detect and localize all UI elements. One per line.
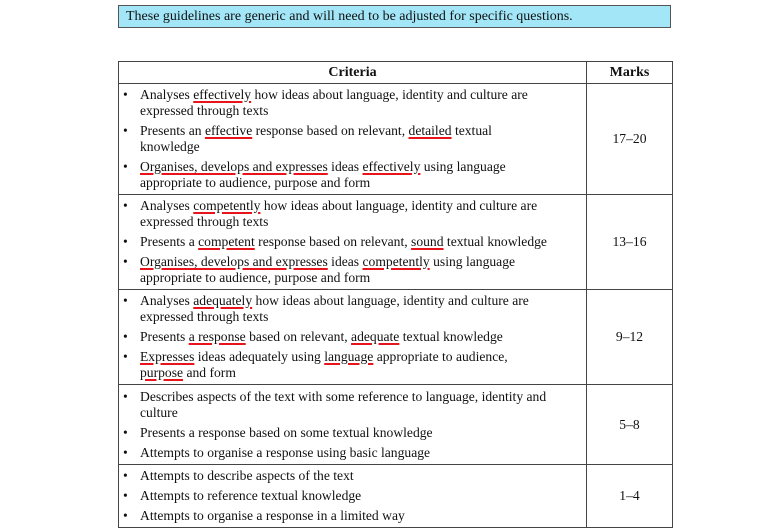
- criteria-line: [140, 270, 586, 286]
- text-segment: based on relevant,: [245, 329, 352, 344]
- criteria-item: [119, 234, 586, 250]
- marks-header: Marks: [587, 62, 673, 84]
- criteria-list: [119, 196, 586, 288]
- criteria-list: [119, 466, 586, 526]
- underlined-text: adequate: [351, 329, 400, 344]
- marks-range: 13–16: [587, 195, 673, 290]
- criteria-item: [119, 123, 586, 155]
- underlined-text: competent: [198, 234, 255, 249]
- criteria-item: [119, 468, 586, 484]
- criteria-item: [119, 445, 586, 461]
- criteria-item: [119, 488, 586, 504]
- criteria-line: [140, 139, 586, 155]
- text-segment: expressed through texts: [140, 103, 269, 118]
- criteria-list: [119, 387, 586, 463]
- text-segment: Attempts to organise a response in a limited way: [140, 508, 405, 523]
- underlined-text: effectively: [362, 159, 421, 174]
- text-segment: response based on relevant,: [254, 234, 412, 249]
- criteria-item: [119, 508, 586, 524]
- text-segment: and form: [183, 365, 236, 380]
- text-segment: textual: [451, 123, 492, 138]
- underlined-text: Expresses: [140, 349, 195, 364]
- guidelines-note: These guidelines are generic and will need to be adjusted for specific questions.: [118, 5, 671, 28]
- marks-range: 1–4: [587, 465, 673, 528]
- underlined-text: competently: [193, 198, 261, 213]
- text-segment: Presents a: [140, 234, 199, 249]
- criteria-line: [140, 293, 586, 309]
- criteria-line: [140, 389, 586, 405]
- text-segment: culture: [140, 404, 178, 420]
- text-segment: expressed through texts: [140, 214, 269, 229]
- underlined-text: Organises, develops and expresses: [140, 159, 328, 174]
- underlined-text: effective: [204, 123, 253, 138]
- underlined-text: detailed: [408, 123, 452, 138]
- criteria-line: [140, 123, 586, 139]
- criteria-cell: [119, 385, 587, 465]
- text-segment: knowledge: [140, 139, 200, 154]
- criteria-line: [140, 445, 586, 461]
- underlined-text: sound: [411, 234, 444, 249]
- text-segment: response based on relevant,: [252, 123, 409, 138]
- criteria-line: [140, 425, 586, 441]
- text-segment: appropriate to audience, purpose and form: [140, 175, 371, 190]
- criteria-item: [119, 349, 586, 381]
- criteria-cell: [119, 195, 587, 290]
- text-segment: appropriate to audience,: [373, 349, 508, 364]
- criteria-item: [119, 425, 586, 441]
- text-segment: Analyses: [140, 87, 194, 102]
- text-segment: Analyses: [140, 293, 194, 308]
- marks-range: 5–8: [587, 385, 673, 465]
- criteria-item: [119, 198, 586, 230]
- text-segment: appropriate to audience, purpose and form: [140, 270, 371, 285]
- marks-range: 17–20: [587, 84, 673, 195]
- text-segment: ideas: [327, 159, 363, 174]
- text-segment: how ideas about language, identity and culture are: [251, 87, 528, 102]
- text-segment: Presents a response based on some textual knowledge: [140, 424, 433, 440]
- criteria-item: [119, 389, 586, 421]
- text-segment: Presents an: [140, 123, 205, 138]
- criteria-line: [140, 488, 586, 504]
- underlined-text: competently: [362, 254, 430, 269]
- criteria-list: [119, 85, 586, 193]
- table-row: [119, 195, 673, 290]
- text-segment: using language: [420, 159, 506, 174]
- underlined-text: language: [324, 349, 374, 364]
- text-segment: how ideas about language, identity and culture are: [260, 198, 538, 213]
- criteria-line: [140, 254, 586, 270]
- criteria-line: [140, 87, 586, 103]
- underlined-text: a response: [188, 329, 246, 344]
- text-segment: ideas adequately using: [194, 349, 325, 364]
- table-header-row: [119, 62, 673, 84]
- text-segment: textual knowledge: [443, 234, 547, 249]
- underlined-text: adequately: [193, 293, 253, 308]
- text-segment: expressed through texts: [140, 309, 269, 324]
- criteria-line: [140, 329, 586, 345]
- text-segment: ideas: [327, 254, 363, 269]
- criteria-line: [140, 508, 586, 524]
- criteria-line: [140, 214, 586, 230]
- underlined-text: effectively: [193, 87, 252, 102]
- underlined-text: purpose: [140, 365, 184, 380]
- text-segment: Analyses: [140, 198, 194, 213]
- criteria-line: [140, 234, 586, 250]
- criteria-cell: [119, 290, 587, 385]
- criteria-item: [119, 159, 586, 191]
- text-segment: Presents: [140, 329, 189, 344]
- criteria-line: [140, 405, 586, 421]
- criteria-line: [140, 468, 586, 484]
- table-row: [119, 84, 673, 195]
- criteria-item: [119, 293, 586, 325]
- criteria-line: [140, 103, 586, 119]
- text-segment: Attempts to reference textual knowledge: [140, 488, 362, 503]
- marking-criteria-table: [118, 61, 673, 528]
- criteria-item: [119, 329, 586, 345]
- criteria-line: [140, 159, 586, 175]
- table-row: [119, 385, 673, 465]
- criteria-line: [140, 349, 586, 365]
- text-segment: Attempts to organise a response using basic language: [140, 444, 431, 460]
- underlined-text: Organises, develops and expresses: [140, 254, 328, 269]
- criteria-header: Criteria: [119, 62, 587, 84]
- marks-range: 9–12: [587, 290, 673, 385]
- criteria-line: [140, 309, 586, 325]
- text-segment: using language: [429, 254, 516, 269]
- table-row: [119, 465, 673, 528]
- criteria-line: [140, 175, 586, 191]
- text-segment: Attempts to describe aspects of the text: [140, 468, 354, 483]
- criteria-item: [119, 87, 586, 119]
- text-segment: textual knowledge: [399, 329, 503, 344]
- criteria-list: [119, 291, 586, 383]
- criteria-line: [140, 198, 586, 214]
- criteria-line: [140, 365, 586, 381]
- table-row: [119, 290, 673, 385]
- criteria-item: [119, 254, 586, 286]
- criteria-cell: [119, 465, 587, 528]
- text-segment: Describes aspects of the text with some reference to language, identity and: [140, 388, 547, 404]
- criteria-cell: [119, 84, 587, 195]
- text-segment: how ideas about language, identity and culture are: [252, 293, 529, 308]
